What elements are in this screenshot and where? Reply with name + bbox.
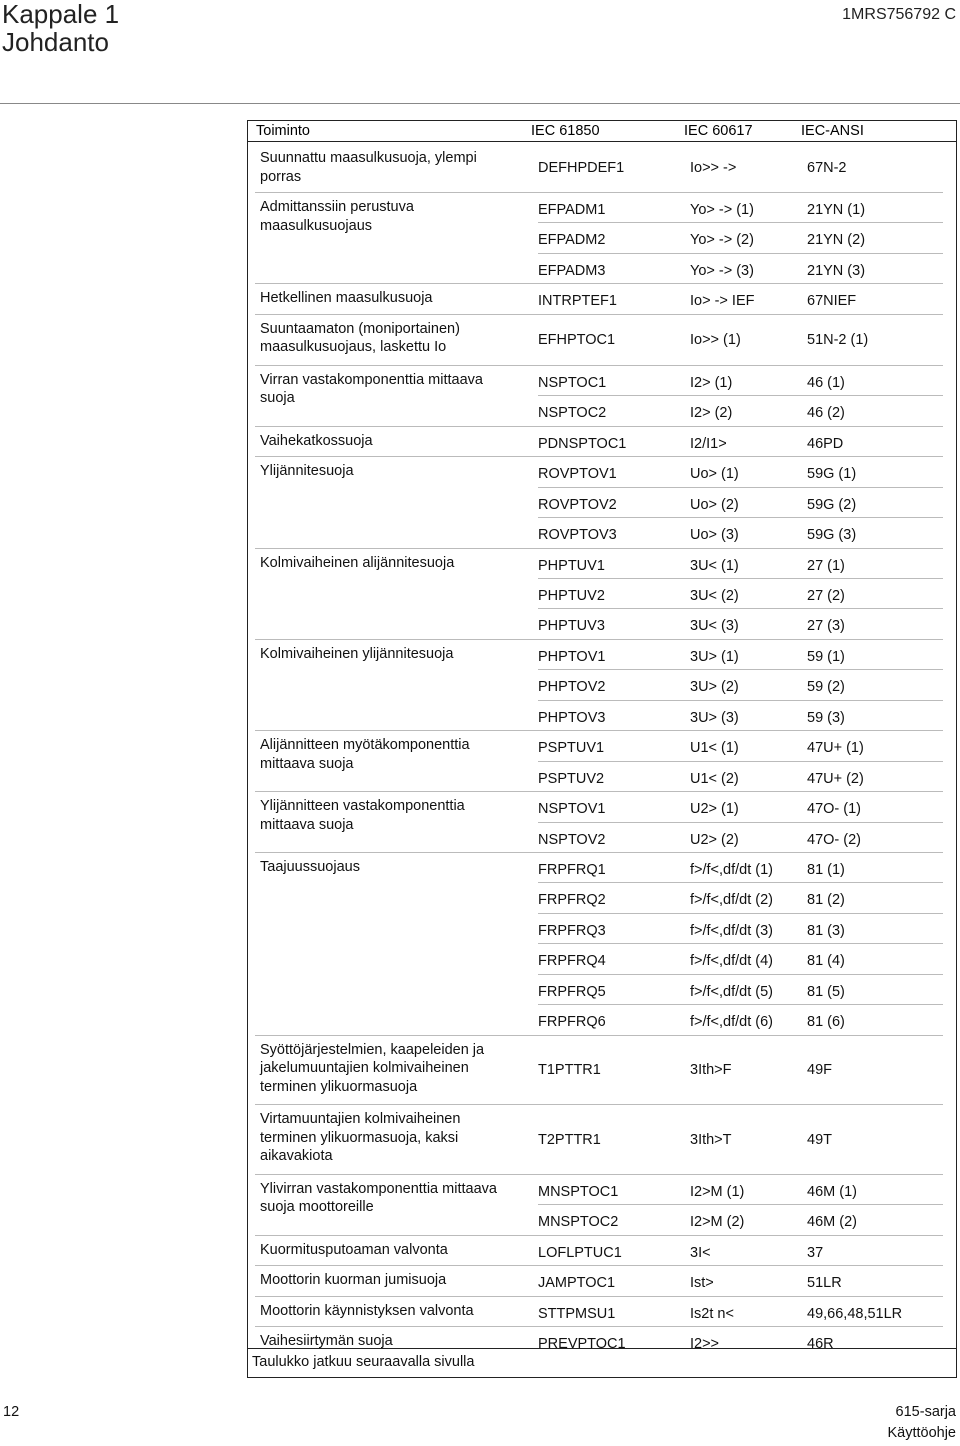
table-row-group [255, 853, 943, 1036]
iec-ansi-cell: 81 (5) [807, 983, 845, 1000]
iec-ansi-cell: 59 (3) [807, 709, 845, 726]
iec61850-cell: FRPFRQ1 [538, 862, 606, 878]
iec-ansi-cell: 67NIEF [807, 293, 857, 310]
function-name: Alijännitteen myötäkomponenttia mittaava suoja [260, 737, 470, 772]
row-divider [538, 608, 943, 609]
table-row [538, 1175, 943, 1205]
iec61850-cell: JAMPTOC1 [538, 1275, 616, 1292]
table-row [538, 792, 943, 822]
table-row-group [255, 427, 943, 457]
iec61850-cell: EFPADM3 [538, 262, 606, 279]
iec-ansi-cell: 27 (1) [807, 557, 845, 574]
iec61850-cell: PHPTUV1 [538, 557, 605, 574]
iec-ansi-cell: 81 (4) [807, 953, 845, 970]
iec61850-cell: FRPFRQ6 [538, 1014, 606, 1031]
iec-ansi-cell: 81 (1) [807, 862, 845, 878]
table-row [538, 579, 943, 609]
function-name: Vaihekatkossuoja [260, 432, 373, 449]
iec60617-cell: I2> (1) [690, 374, 733, 391]
iec61850-cell: ROVPTOV3 [538, 527, 617, 544]
row-divider [538, 487, 943, 488]
iec61850-cell: T2PTTR1 [538, 1131, 601, 1148]
column-header-iec60617: IEC 60617 [684, 123, 753, 139]
functions-table [247, 120, 957, 1378]
table-row-group [255, 457, 943, 548]
iec60617-cell: 3Ith>F [690, 1062, 732, 1079]
iec60617-cell: 3Ith>T [690, 1131, 732, 1148]
iec61850-cell: PSPTUV2 [538, 770, 605, 787]
table-row [538, 701, 943, 731]
row-divider [538, 1204, 943, 1205]
function-name: Moottorin kuorman jumisuoja [260, 1272, 447, 1289]
iec61850-cell: PREVPTOC1 [538, 1335, 626, 1352]
table-row-group [255, 284, 943, 314]
iec60617-cell: U1< (1) [690, 740, 739, 757]
iec61850-cell: T1PTTR1 [538, 1062, 601, 1079]
row-divider [538, 974, 943, 975]
row-divider [538, 222, 943, 223]
table-row [538, 914, 943, 944]
table-row [538, 762, 943, 792]
function-name: Virran vastakomponenttia mittaava suoja [260, 371, 483, 407]
chapter-number: Kappale 1 [2, 0, 120, 29]
table-row [538, 883, 943, 913]
iec61850-cell: PHPTOV3 [538, 709, 606, 726]
iec-ansi-cell: 51N-2 (1) [807, 332, 869, 349]
function-name: Admittanssiin perustuva maasulkusuojaus [260, 199, 414, 234]
iec61850-cell: DEFHPDEF1 [538, 159, 625, 176]
function-name: Ylijännitteen vastakomponenttia mittaava suoja [260, 798, 465, 833]
row-divider [538, 1004, 943, 1005]
table-row-group [255, 792, 943, 853]
chapter-title: Johdanto [2, 27, 109, 57]
iec-ansi-cell: 67N-2 [807, 159, 847, 176]
iec61850-cell: FRPFRQ3 [538, 922, 606, 939]
iec61850-cell: NSPTOV2 [538, 831, 606, 848]
iec61850-cell: PHPTUV3 [538, 618, 605, 635]
table-row-group [255, 366, 943, 427]
function-name: Kolmivaiheinen ylijännitesuoja [260, 645, 454, 662]
table-row-group [255, 1105, 943, 1175]
table-row-group [255, 142, 943, 193]
column-header-iec-ansi: IEC-ANSI [801, 123, 864, 139]
iec61850-cell: MNSPTOC2 [538, 1214, 619, 1231]
iec60617-cell: Yo> -> (1) [690, 202, 754, 218]
iec60617-cell: Uo> (1) [690, 466, 739, 483]
function-name: Suuntaamaton (moniportainen) maasulkusuojaus, laskettu Io [260, 320, 460, 356]
function-name: Ylivirran vastakomponenttia mittaava suoja moottoreille [260, 1180, 497, 1216]
iec61850-cell: NSPTOC2 [538, 405, 607, 422]
product-series: 615-sarja [895, 1404, 956, 1420]
iec-ansi-cell: 46 (1) [807, 374, 845, 391]
table-row [538, 1266, 943, 1296]
iec-ansi-cell: 46M (1) [807, 1183, 857, 1200]
iec-ansi-cell: 37 [807, 1244, 824, 1261]
iec60617-cell: I2>M (1) [690, 1183, 745, 1200]
table-row [538, 1036, 943, 1106]
table-row [538, 366, 943, 396]
function-name: Taajuussuojaus [260, 859, 360, 875]
row-divider [538, 517, 943, 518]
iec60617-cell: Io>> (1) [690, 332, 741, 349]
page-number: 12 [3, 1404, 20, 1420]
iec-ansi-cell: 27 (3) [807, 618, 845, 635]
table-row-group [255, 1327, 943, 1357]
iec61850-cell: PHPTOV2 [538, 679, 606, 696]
iec60617-cell: 3U> (2) [690, 679, 739, 696]
iec60617-cell: I2>M (2) [690, 1214, 745, 1231]
table-row [538, 315, 943, 366]
iec-ansi-cell: 51LR [807, 1275, 842, 1292]
row-divider [538, 669, 943, 670]
iec60617-cell: 3I< [690, 1244, 711, 1261]
iec60617-cell: f>/f<,df/dt (6) [690, 1014, 774, 1031]
iec-ansi-cell: 27 (2) [807, 587, 845, 604]
table-row [538, 640, 943, 670]
document-id: 1MRS756792 C [842, 6, 956, 23]
row-divider [538, 700, 943, 701]
iec60617-cell: I2> (2) [690, 405, 733, 422]
iec60617-cell: 3U> (1) [690, 648, 739, 665]
table-row-group [255, 549, 943, 640]
iec61850-cell: EFPADM2 [538, 232, 606, 249]
row-divider [538, 943, 943, 944]
table-row [538, 853, 943, 883]
iec60617-cell: Ist> [690, 1275, 714, 1292]
table-row [538, 1105, 943, 1175]
table-row-group [255, 1236, 943, 1266]
row-divider [538, 913, 943, 914]
iec-ansi-cell: 81 (3) [807, 922, 845, 939]
function-name: Ylijännitesuoja [260, 463, 354, 480]
table-row [538, 944, 943, 974]
iec60617-cell: f>/f<,df/dt (1) [690, 862, 774, 878]
iec-ansi-cell: 59 (2) [807, 679, 845, 696]
table-row-group [255, 1297, 943, 1327]
iec-ansi-cell: 47O- (1) [807, 801, 861, 818]
iec61850-cell: PDNSPTOC1 [538, 435, 627, 452]
iec61850-cell: NSPTOV1 [538, 801, 606, 818]
table-row [538, 142, 943, 193]
iec-ansi-cell: 59G (3) [807, 527, 857, 544]
iec-ansi-cell: 47U+ (1) [807, 740, 864, 757]
iec60617-cell: 3U< (2) [690, 587, 739, 604]
table-header [248, 121, 956, 142]
table-row-group [255, 731, 943, 792]
table-row [538, 731, 943, 761]
iec60617-cell: Yo> -> (3) [690, 262, 754, 279]
table-row [538, 1005, 943, 1035]
function-name: Syöttöjärjestelmien, kaapeleiden ja jakelumuuntajien kolmivaiheinen terminen ylikuormasuoja [260, 1041, 485, 1095]
iec60617-cell: f>/f<,df/dt (4) [690, 953, 774, 970]
iec-ansi-cell: 49F [807, 1062, 832, 1079]
table-row [538, 193, 943, 223]
iec60617-cell: f>/f<,df/dt (2) [690, 892, 774, 909]
iec60617-cell: U2> (2) [690, 831, 739, 848]
iec61850-cell: PHPTOV1 [538, 648, 606, 665]
table-row [538, 670, 943, 700]
iec60617-cell: Io>> -> [690, 159, 737, 176]
function-name: Kuormitusputoaman valvonta [260, 1241, 448, 1258]
iec61850-cell: STTPMSU1 [538, 1305, 616, 1322]
row-divider [538, 395, 943, 396]
iec60617-cell: Uo> (3) [690, 527, 739, 544]
table-footnote: Taulukko jatkuu seuraavalla sivulla [252, 1354, 475, 1370]
iec61850-cell: NSPTOC1 [538, 374, 607, 391]
iec60617-cell: Uo> (2) [690, 496, 739, 513]
row-divider [538, 822, 943, 823]
iec61850-cell: INTRPTEF1 [538, 293, 617, 310]
table-row-group [255, 193, 943, 284]
iec61850-cell: EFPADM1 [538, 202, 606, 218]
iec61850-cell: EFHPTOC1 [538, 332, 616, 349]
iec-ansi-cell: 81 (6) [807, 1014, 845, 1031]
iec-ansi-cell: 59G (2) [807, 496, 857, 513]
table-row [538, 823, 943, 853]
iec60617-cell: Is2t n< [690, 1305, 734, 1322]
table-row-group [255, 1175, 943, 1236]
iec60617-cell: U2> (1) [690, 801, 739, 818]
iec-ansi-cell: 46 (2) [807, 405, 845, 422]
table-row [538, 254, 943, 284]
row-divider [538, 253, 943, 254]
iec-ansi-cell: 81 (2) [807, 892, 845, 909]
iec-ansi-cell: 21YN (2) [807, 232, 866, 249]
iec-ansi-cell: 49T [807, 1131, 832, 1148]
iec60617-cell: 3U< (3) [690, 618, 739, 635]
row-divider [538, 578, 943, 579]
iec61850-cell: FRPFRQ4 [538, 953, 606, 970]
iec60617-cell: Io> -> IEF [690, 293, 755, 310]
function-name: Vaihesiirtymän suoja [260, 1332, 393, 1349]
iec-ansi-cell: 49,66,48,51LR [807, 1305, 903, 1322]
column-header-function: Toiminto [256, 123, 310, 139]
iec61850-cell: ROVPTOV1 [538, 466, 617, 483]
iec-ansi-cell: 59G (1) [807, 466, 857, 483]
iec-ansi-cell: 47O- (2) [807, 831, 861, 848]
table-row-group [255, 640, 943, 731]
iec60617-cell: I2>> [690, 1335, 720, 1352]
iec60617-cell: 3U< (1) [690, 557, 739, 574]
iec60617-cell: f>/f<,df/dt (5) [690, 983, 774, 1000]
table-row [538, 284, 943, 314]
chapter-heading [2, 0, 119, 56]
iec61850-cell: PSPTUV1 [538, 740, 605, 757]
function-name: Hetkellinen maasulkusuoja [260, 290, 433, 307]
table-row [538, 1236, 943, 1266]
table-row [538, 427, 943, 457]
row-divider [538, 761, 943, 762]
iec-ansi-cell: 59 (1) [807, 648, 845, 665]
iec-ansi-cell: 21YN (3) [807, 262, 866, 279]
iec60617-cell: Yo> -> (2) [690, 232, 754, 249]
iec60617-cell: U1< (2) [690, 770, 739, 787]
iec-ansi-cell: 46R [807, 1335, 834, 1352]
table-row [538, 1327, 943, 1357]
table-row [538, 609, 943, 639]
manual-type: Käyttöohje [887, 1425, 956, 1441]
table-row-group [255, 1036, 943, 1106]
table-row [538, 518, 943, 548]
table-row-group [255, 315, 943, 366]
iec-ansi-cell: 46PD [807, 435, 844, 452]
table-row-group [255, 1266, 943, 1296]
table-row [538, 975, 943, 1005]
iec61850-cell: FRPFRQ2 [538, 892, 606, 909]
function-name: Moottorin käynnistyksen valvonta [260, 1302, 474, 1319]
iec60617-cell: f>/f<,df/dt (3) [690, 922, 774, 939]
table-row [538, 223, 943, 253]
table-row [538, 1205, 943, 1235]
iec60617-cell: I2/I1> [690, 435, 727, 452]
header-divider [0, 103, 960, 104]
iec-ansi-cell: 46M (2) [807, 1214, 857, 1231]
iec61850-cell: PHPTUV2 [538, 587, 605, 604]
iec-ansi-cell: 47U+ (2) [807, 770, 864, 787]
function-name: Suunnattu maasulkusuoja, ylempi porras [260, 150, 477, 185]
iec61850-cell: LOFLPTUC1 [538, 1244, 622, 1261]
function-name: Virtamuuntajien kolmivaiheinen terminen ylikuormasuoja, kaksi aikavakiota [260, 1111, 461, 1165]
table-row [538, 457, 943, 487]
footnote-divider [248, 1348, 956, 1349]
table-row [538, 488, 943, 518]
iec61850-cell: ROVPTOV2 [538, 496, 617, 513]
table-row [538, 549, 943, 579]
iec61850-cell: MNSPTOC1 [538, 1183, 619, 1200]
column-header-iec61850: IEC 61850 [531, 123, 600, 139]
table-row [538, 1297, 943, 1327]
iec60617-cell: 3U> (3) [690, 709, 739, 726]
table-row [538, 396, 943, 426]
row-divider [538, 882, 943, 883]
function-name: Kolmivaiheinen alijännitesuoja [260, 554, 455, 571]
iec61850-cell: FRPFRQ5 [538, 983, 606, 1000]
iec-ansi-cell: 21YN (1) [807, 202, 866, 218]
